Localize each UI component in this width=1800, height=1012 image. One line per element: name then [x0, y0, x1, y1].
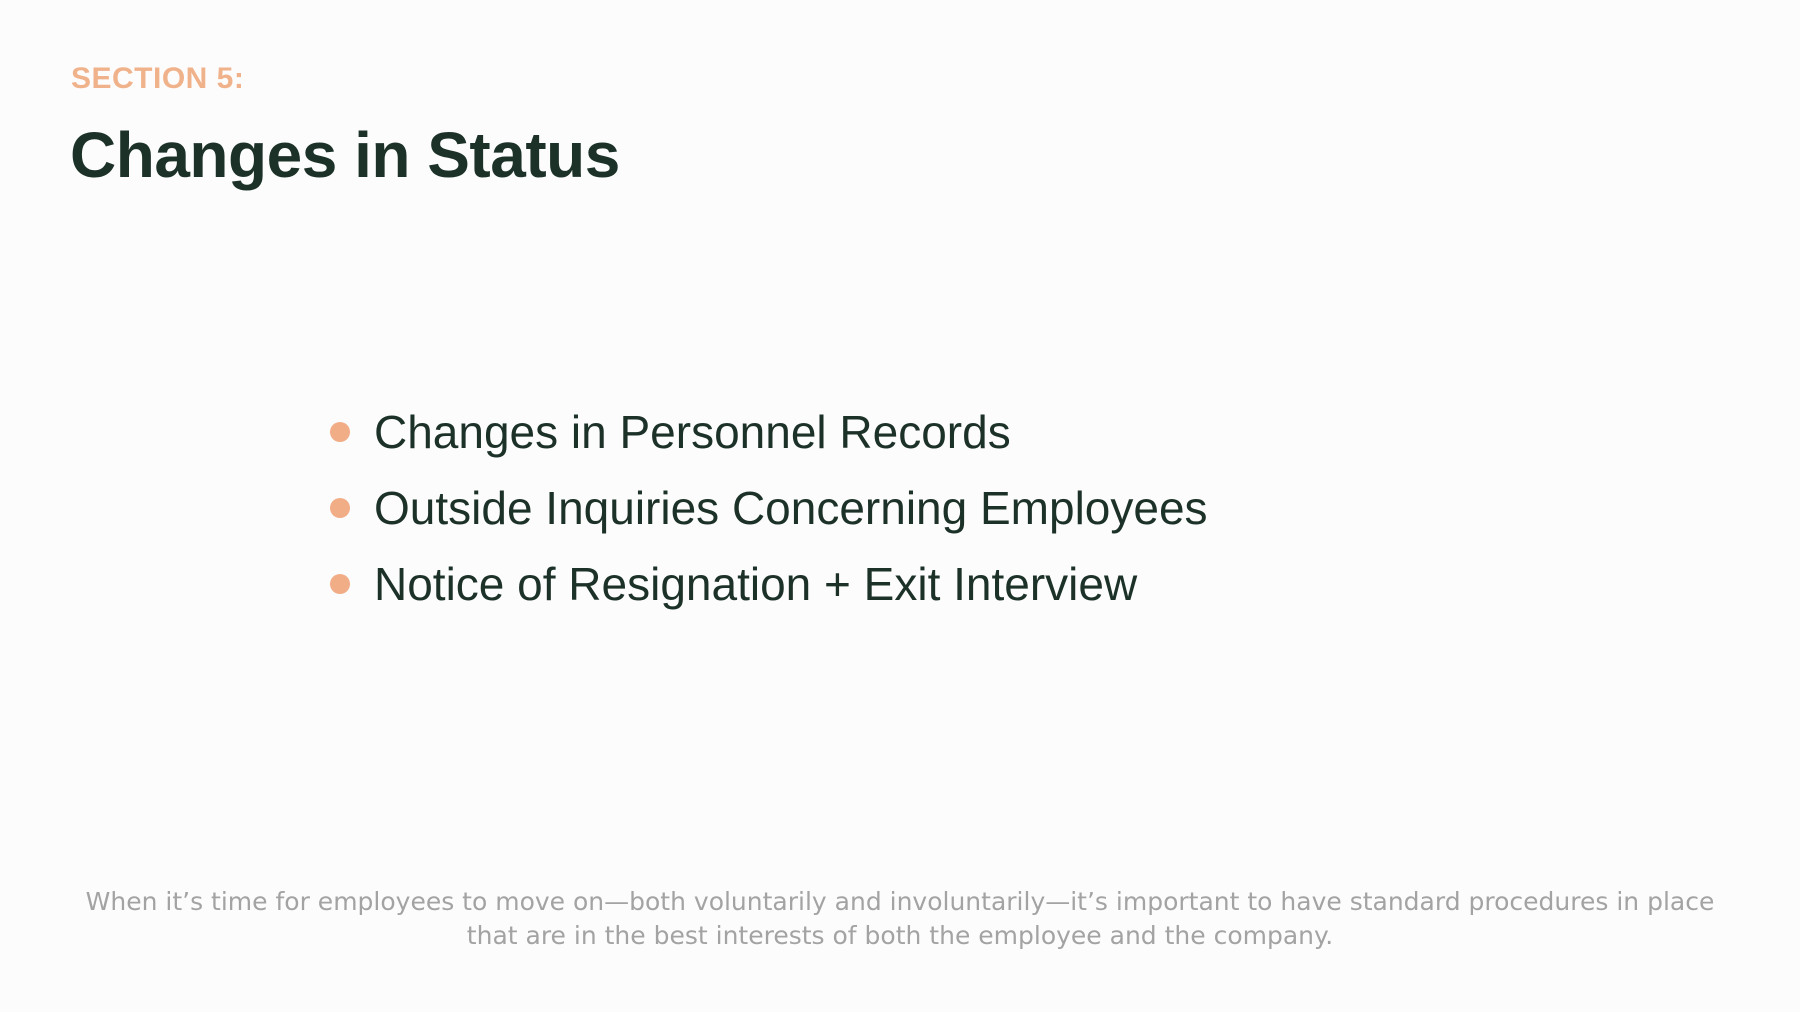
- bullet-text: Outside Inquiries Concerning Employees: [374, 482, 1208, 534]
- bullet-dot-icon: [330, 498, 350, 518]
- bullet-text: Notice of Resignation + Exit Interview: [374, 558, 1138, 610]
- bullet-item: [330, 380, 1208, 484]
- footer-note: When it’s time for employees to move on—both voluntarily and involuntarily—it’s important to have standard procedures in place that are in the best interests of both the employee and the company.: [85, 887, 1715, 950]
- section-label: SECTION 5:: [71, 62, 245, 95]
- bullet-item: [330, 532, 1208, 636]
- bullet-list: [330, 408, 1208, 636]
- slide-title: Changes in Status: [70, 119, 620, 191]
- bullet-dot-icon: [330, 574, 350, 594]
- bullet-dot-icon: [330, 422, 350, 442]
- bullet-text: Changes in Personnel Records: [374, 406, 1011, 458]
